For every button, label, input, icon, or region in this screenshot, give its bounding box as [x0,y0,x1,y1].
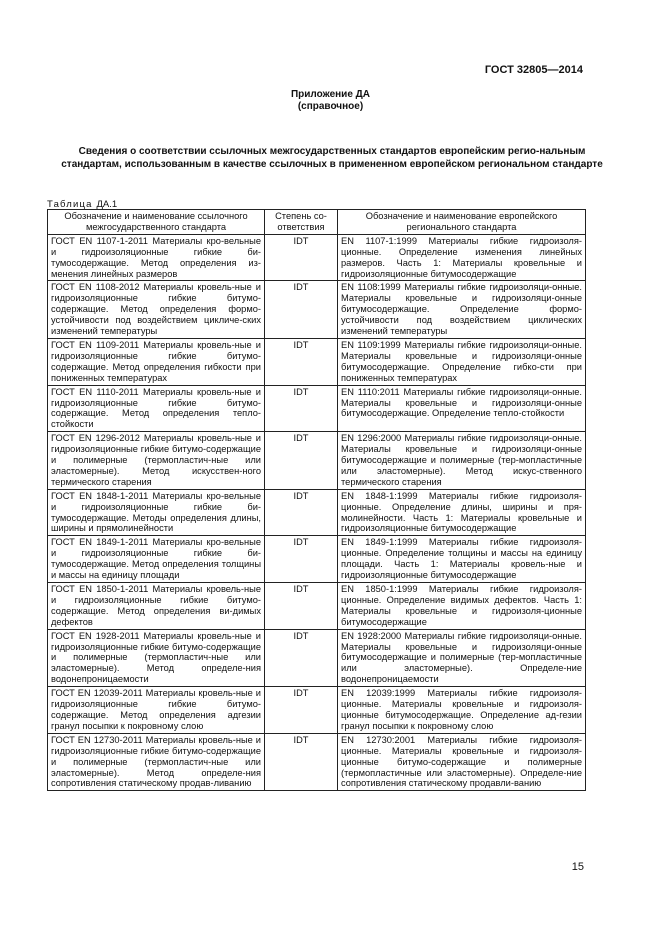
cell-degree: IDT [265,385,338,432]
correspondence-table [47,209,586,791]
cell-degree: IDT [265,583,338,630]
document-code: ГОСТ 32805—2014 [484,64,583,76]
appendix-subtitle: (справочное) [297,101,364,112]
table-row [48,733,586,791]
page-number: 15 [571,861,584,873]
section-heading: Сведения о соответствии ссылочных межгосударственных стандартов европейским регио-нальным стандартам, использованным в качестве ссылочных в примененном европейском региональном стандарте [61,146,603,170]
column-header-degree: Степень со-ответствия [265,210,338,235]
cell-degree: IDT [265,733,338,791]
table-row [48,489,586,536]
table-row [48,432,586,490]
table-header-row [48,210,586,235]
cell-degree: IDT [265,432,338,490]
cell-degree: IDT [265,234,338,281]
appendix-block [0,89,661,113]
cell-degree: IDT [265,629,338,687]
column-header-en: Обозначение и наименование европейского регионального стандарта [338,210,586,235]
table-caption-number: ДА.1 [96,199,118,210]
cell-degree: IDT [265,338,338,385]
cell-en: EN 12039:1999 Материалы гибкие гидроизоля-ционные. Материалы кровельные и гидроизоля-ционные битумосодержащие. Определение ад-гезии гранул посыпки к покровному слою [338,687,586,734]
cell-degree: IDT [265,489,338,536]
table-row [48,281,586,339]
cell-en: EN 1850-1:1999 Материалы гибкие гидроизоля-ционные. Определение видимых дефектов. Часть 1: Материалы кровельные и гидроизоля-ционные битумосодержащие [338,583,586,630]
cell-gost: ГОСТ EN 1110-2011 Материалы кровель-ные и гидроизоляционные гибкие битумо-содержащие. Метод определения тепло-стойкости [48,385,265,432]
cell-degree: IDT [265,281,338,339]
table-row [48,338,586,385]
cell-degree: IDT [265,536,338,583]
cell-en: EN 12730:2001 Материалы гибкие гидроизоля-ционные. Материалы кровельные и гидроизоля-ционные битумо-содержащие и полимерные (термопластичные или эластомерные). Определе-ние сопротивления статическому продавли-ванию [338,733,586,791]
cell-gost: ГОСТ EN 1849-1-2011 Материалы кро-вельные и гидроизоляционные гибкие би-тумосодержащие. Метод определения толщины и массы на единицу площади [48,536,265,583]
cell-gost: ГОСТ EN 1848-1-2011 Материалы кро-вельные и гидроизоляционные гибкие би-тумосодержащие. Методы определения длины, ширины и прямолинейности [48,489,265,536]
cell-gost: ГОСТ EN 1928-2011 Материалы кровель-ные и гидроизоляционные гибкие битумо-содержащие и полимерные (термопластич-ные или эластомерные). Метод определе-ния водонепроницаемости [48,629,265,687]
table-row [48,687,586,734]
cell-en: EN 1107-1:1999 Материалы гибкие гидроизоля-ционные. Определение изменения линейных размеров. Часть 1: Материалы кровельные и гидроизоляционные битумосодержащие [338,234,586,281]
column-header-gost: Обозначение и наименование ссылочного межгосударственного стандарта [48,210,265,235]
table-row [48,536,586,583]
table-row [48,234,586,281]
cell-gost: ГОСТ EN 12730-2011 Материалы кровель-ные и гидроизоляционные гибкие битумо-содержащие и полимерные (термопластич-ные или эластомерные). Метод определе-ния сопротивления статическому продав-ливанию [48,733,265,791]
cell-gost: ГОСТ EN 1850-1-2011 Материалы кровель-ные и гидроизоляционные гибкие битумо-содержащие. Метод определения ви-димых дефектов [48,583,265,630]
cell-gost: ГОСТ EN 1109-2011 Материалы кровель-ные и гидроизоляционные гибкие битумо-содержащие. Метод определения гибкости при пониженных температурах [48,338,265,385]
cell-gost: ГОСТ EN 1296-2012 Материалы кровель-ные и гидроизоляционные гибкие битумо-содержащие и полимерные (термопластич-ные или эластомерные). Метод искусствен-ного термического старения [48,432,265,490]
cell-gost: ГОСТ EN 1108-2012 Материалы кровель-ные и гидроизоляционные гибкие битумо-содержащие. Метод определения формо-устойчивости под воздействием цикличе-ских изменений температуры [48,281,265,339]
table-row [48,385,586,432]
table-caption-label: Таблица [47,199,93,210]
cell-en: EN 1110:2011 Материалы гибкие гидроизоляци-онные. Материалы кровельные и гидроизоляци-онные битумосодержащие. Определение тепло-стойкости [338,385,586,432]
cell-en: EN 1108:1999 Материалы гибкие гидроизоляци-онные. Материалы кровельные и гидроизоляци-онные битумосодержащие. Определение формо-устойчивости под воздействием циклических изменений температуры [338,281,586,339]
cell-en: EN 1928:2000 Материалы гибкие гидроизоляци-онные. Материалы кровельные и гидроизоляци-онные битумосодержащие и полимерные (тер-мопластичные или эластомерные). Определе-ние водонепроницаемости [338,629,586,687]
cell-gost: ГОСТ EN 1107-1-2011 Материалы кро-вельные и гидроизоляционные гибкие би-тумосодержащие. Метод определения из-менения линейных размеров [48,234,265,281]
appendix-title: Приложение ДА [290,89,371,100]
table-row [48,583,586,630]
cell-en: EN 1849-1:1999 Материалы гибкие гидроизоля-ционные. Определение толщины и массы на единицу площади. Часть 1: Материалы кровель-ные и гидроизоляционные битумосодержащие [338,536,586,583]
cell-en: EN 1109:1999 Материалы гибкие гидроизоляци-онные. Материалы кровельные и гидроизоляци-онные битумосодержащие. Определение гибко-сти при пониженных температурах [338,338,586,385]
cell-gost: ГОСТ EN 12039-2011 Материалы кровель-ные и гидроизоляционные гибкие битумо-содержащие. Метод определения адгезии гранул посыпки к покровному слою [48,687,265,734]
table-row [48,629,586,687]
cell-degree: IDT [265,687,338,734]
cell-en: EN 1848-1:1999 Материалы гибкие гидроизоля-ционные. Определение длины, ширины и пря-молинейности. Часть 1: Материалы кровельные и гидроизоляционные битумосодержащие [338,489,586,536]
cell-en: EN 1296:2000 Материалы гибкие гидроизоляци-онные. Материалы кровельные и гидроизоляци-онные битумосодержащие и полимерные (тер-мопластичные или эластомерные). Метод искус-ственного термического старения [338,432,586,490]
